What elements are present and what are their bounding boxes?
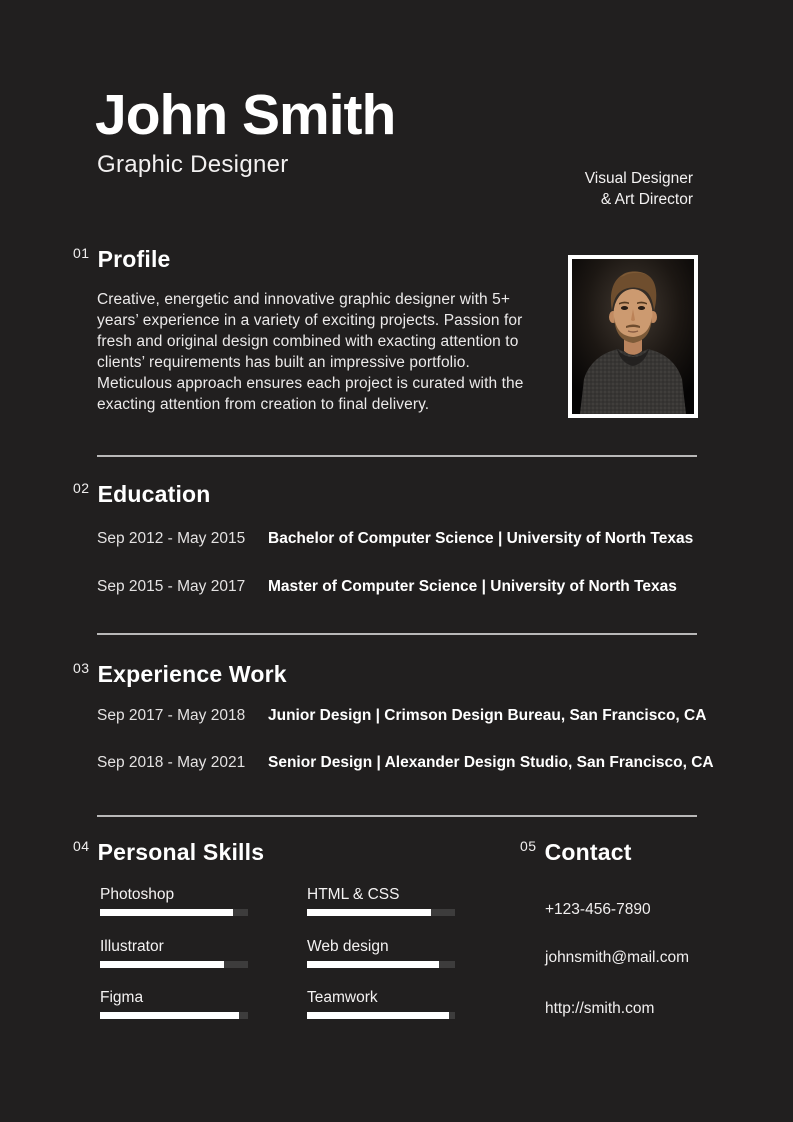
divider: [97, 815, 697, 817]
education-row: [97, 578, 677, 596]
skill-label: Web design: [307, 938, 389, 955]
skill-bar-fill: [100, 1012, 239, 1019]
skill-bar-track: [100, 909, 248, 916]
person-job-title: Graphic Designer: [97, 151, 289, 178]
person-name: John Smith: [95, 83, 396, 147]
experience-dates: Sep 2017 - May 2018: [97, 707, 246, 724]
tagline-line-1: Visual Designer: [584, 170, 693, 187]
portrait-photo-illustration: [572, 259, 694, 414]
skill-label: HTML & CSS: [307, 886, 400, 903]
skill-bar-track: [100, 961, 248, 968]
tagline-line-2: & Art Director: [600, 191, 693, 208]
experience-row: [97, 707, 706, 725]
section-heading-experience: [73, 661, 287, 688]
profile-summary-text: Creative, energetic and innovative graphic designer with 5+ years’ experience in a variety of exciting projects. Passion for fresh and original design combined with exacting attention to clients’ requirements has built an impressive portfolio. Meticulous approach ensures each project is curated with the exacting attention from creation to final delivery.: [97, 291, 524, 413]
skill-bar-fill: [307, 1012, 449, 1019]
skill-bar-fill: [307, 961, 439, 968]
divider: [97, 633, 697, 635]
education-detail: Master of Computer Science | University of North Texas: [268, 578, 677, 595]
skill-label: Figma: [100, 989, 144, 1006]
skill-item: [307, 989, 455, 1019]
experience-dates: Sep 2018 - May 2021: [97, 754, 246, 771]
education-detail: Bachelor of Computer Science | University of North Texas: [268, 530, 694, 547]
section-title: Education: [97, 481, 211, 507]
education-row: [97, 530, 693, 548]
contact-phone: +123-456-7890: [545, 901, 651, 918]
skill-item: [307, 938, 455, 968]
section-title: Profile: [97, 246, 171, 272]
portrait-photo: [568, 255, 698, 418]
experience-detail: Senior Design | Alexander Design Studio, San Francisco, CA: [268, 754, 714, 771]
skill-bar-track: [100, 1012, 248, 1019]
experience-row: [97, 754, 714, 772]
skill-bar-track: [307, 961, 455, 968]
education-dates: Sep 2012 - May 2015: [97, 530, 246, 547]
skill-bar-fill: [100, 961, 224, 968]
section-number: 03: [73, 660, 90, 676]
tagline: [585, 168, 693, 210]
skill-label: Photoshop: [100, 886, 175, 903]
section-number: 02: [73, 480, 90, 496]
contact-website: http://smith.com: [545, 1000, 655, 1017]
skill-item: [100, 989, 248, 1019]
section-title: Experience Work: [97, 661, 287, 687]
education-dates: Sep 2015 - May 2017: [97, 578, 246, 595]
contact-email: johnsmith@mail.com: [545, 949, 690, 966]
section-title: Personal Skills: [97, 839, 265, 865]
skill-bar-fill: [307, 909, 431, 916]
skill-bar-fill: [100, 909, 233, 916]
skill-label: Illustrator: [100, 938, 164, 955]
section-heading-skills: [73, 839, 264, 866]
skill-bar-track: [307, 1012, 455, 1019]
skill-bar-track: [307, 909, 455, 916]
section-heading-profile: [73, 246, 171, 273]
skill-item: [100, 938, 248, 968]
divider: [97, 455, 697, 457]
skill-item: [307, 886, 455, 916]
section-heading-education: [73, 481, 211, 508]
skill-label: Teamwork: [307, 989, 378, 1006]
section-heading-contact: [520, 839, 632, 866]
section-number: 01: [73, 245, 90, 261]
skill-item: [100, 886, 248, 916]
section-number: 04: [73, 838, 90, 854]
section-title: Contact: [544, 839, 632, 865]
experience-detail: Junior Design | Crimson Design Bureau, San Francisco, CA: [268, 707, 707, 724]
section-number: 05: [520, 838, 537, 854]
